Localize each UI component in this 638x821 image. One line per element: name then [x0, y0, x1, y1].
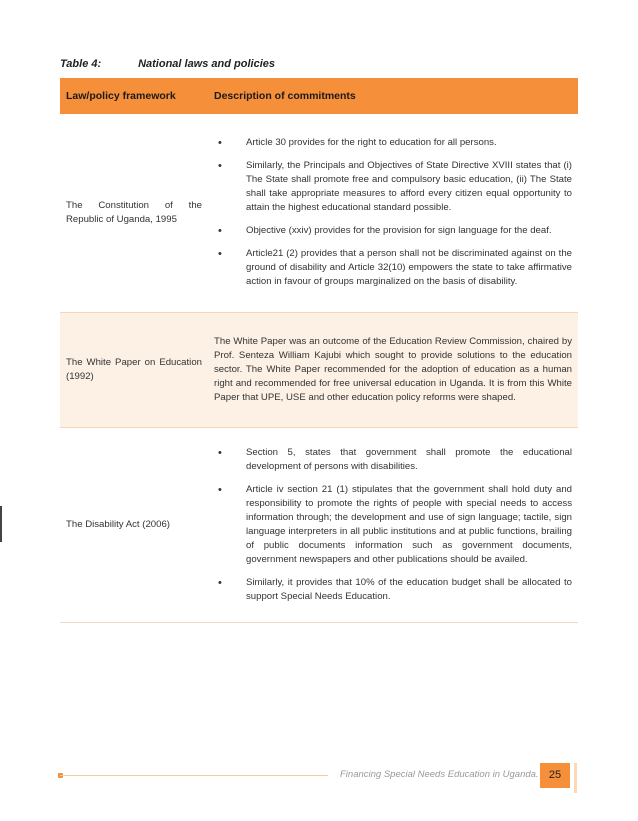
- header-description: Description of commitments: [208, 78, 578, 114]
- list-item: • Similarly, it provides that 10% of the education budget shall be allocated to support Special Needs Education.: [216, 576, 572, 604]
- table-header-row: [60, 78, 578, 114]
- list-item: • Article 30 provides for the right to education for all persons.: [216, 136, 572, 150]
- list-item: • Section 5, states that government shall promote the educational development of persons with disabilities.: [216, 446, 572, 474]
- row-description: [208, 114, 578, 312]
- table-row: [60, 427, 578, 622]
- list-item: • Similarly, the Principals and Objectives of State Directive XVIII states that (i) The State shall promote free and compulsory basic education, (ii) The State shall take appropriate measures to afford every citizen equal opportunity to attain the highest educational standard possible.: [216, 159, 572, 215]
- row-label: The Constitution of the Republic of Uganda, 1995: [60, 114, 208, 312]
- laws-policies-table: [60, 78, 578, 623]
- list-item: • Article iv section 21 (1) stipulates that the government shall hold duty and responsibility to promote the rights of people with special needs to access information through; the development and use of sign language; tactile, sign language interpreters in all public institutions and at public functions, brailing of public documents information such as government documents, government newspapers and other publications should be availed.: [216, 483, 572, 567]
- table-number: Table 4:: [60, 58, 102, 70]
- page-number-shadow: [574, 763, 577, 793]
- row-label: The Disability Act (2006): [60, 427, 208, 622]
- bullet-list: [216, 446, 572, 604]
- bullet-list: [216, 136, 572, 289]
- row-description: [208, 427, 578, 622]
- list-item: • Objective (xxiv) provides for the provision for sign language for the deaf.: [216, 224, 572, 238]
- footer-title: Financing Special Needs Education in Uganda.: [340, 769, 539, 780]
- row-description: The White Paper was an outcome of the Education Review Commission, chaired by Prof. Senteza William Kajubi which sought to provide solutions to the education sector. The White Paper recommended for the adoption of education as a human right and recommended for free universal education in Uganda. It is from this White Paper that UPE, USE and other education policy reforms were shaped.: [208, 312, 578, 427]
- table-row: [60, 312, 578, 427]
- table-row: [60, 114, 578, 312]
- footer-rule: [60, 775, 328, 776]
- page-number: 25: [540, 763, 570, 788]
- row-label: The White Paper on Education (1992): [60, 312, 208, 427]
- table-title: National laws and policies: [138, 58, 275, 70]
- table-caption: [60, 58, 275, 70]
- list-item: • Article21 (2) provides that a person shall not be discriminated against on the ground of disability and Article 32(10) empowers the state to take affirmative action in favour of groups marginalized on the basis of disability.: [216, 247, 572, 289]
- header-framework: Law/policy framework: [60, 78, 208, 114]
- page-edge-mark: [0, 506, 2, 542]
